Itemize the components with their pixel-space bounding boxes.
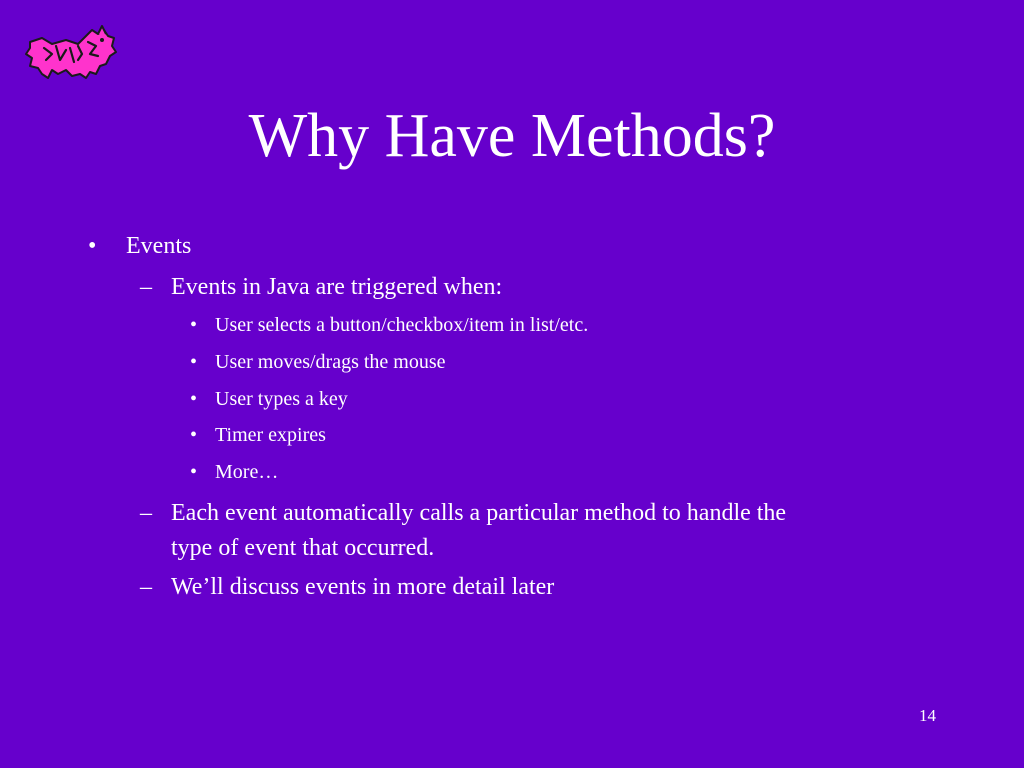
bullet-text: Events <box>126 233 192 259</box>
bullet-marker: • <box>190 388 198 410</box>
bullet-text: Timer expires <box>215 424 326 446</box>
bullet-marker: • <box>88 233 97 259</box>
bullet-text: User moves/drags the mouse <box>215 351 446 373</box>
bullet-text: We’ll discuss events in more detail later <box>171 574 555 600</box>
bullet-marker: • <box>190 424 198 446</box>
bullet-marker: • <box>190 314 198 336</box>
bullet-text: User selects a button/checkbox/item in list/etc. <box>215 314 589 336</box>
slide-title: Why Have Methods? <box>248 102 776 170</box>
bullet-marker: • <box>190 351 198 373</box>
bullet-text-line2: type of event that occurred. <box>171 535 435 561</box>
bullet-text-line1: Each event automatically calls a particular method to handle the <box>171 500 787 526</box>
bullet-marker: • <box>190 461 198 483</box>
page-number: 14 <box>919 706 936 725</box>
bullet-text: More… <box>215 461 279 483</box>
dash-marker: – <box>140 274 152 300</box>
dash-marker: – <box>140 500 152 526</box>
bullet-text: Events in Java are triggered when: <box>171 274 503 300</box>
dash-marker: – <box>140 574 152 600</box>
bullet-text: User types a key <box>215 388 348 410</box>
